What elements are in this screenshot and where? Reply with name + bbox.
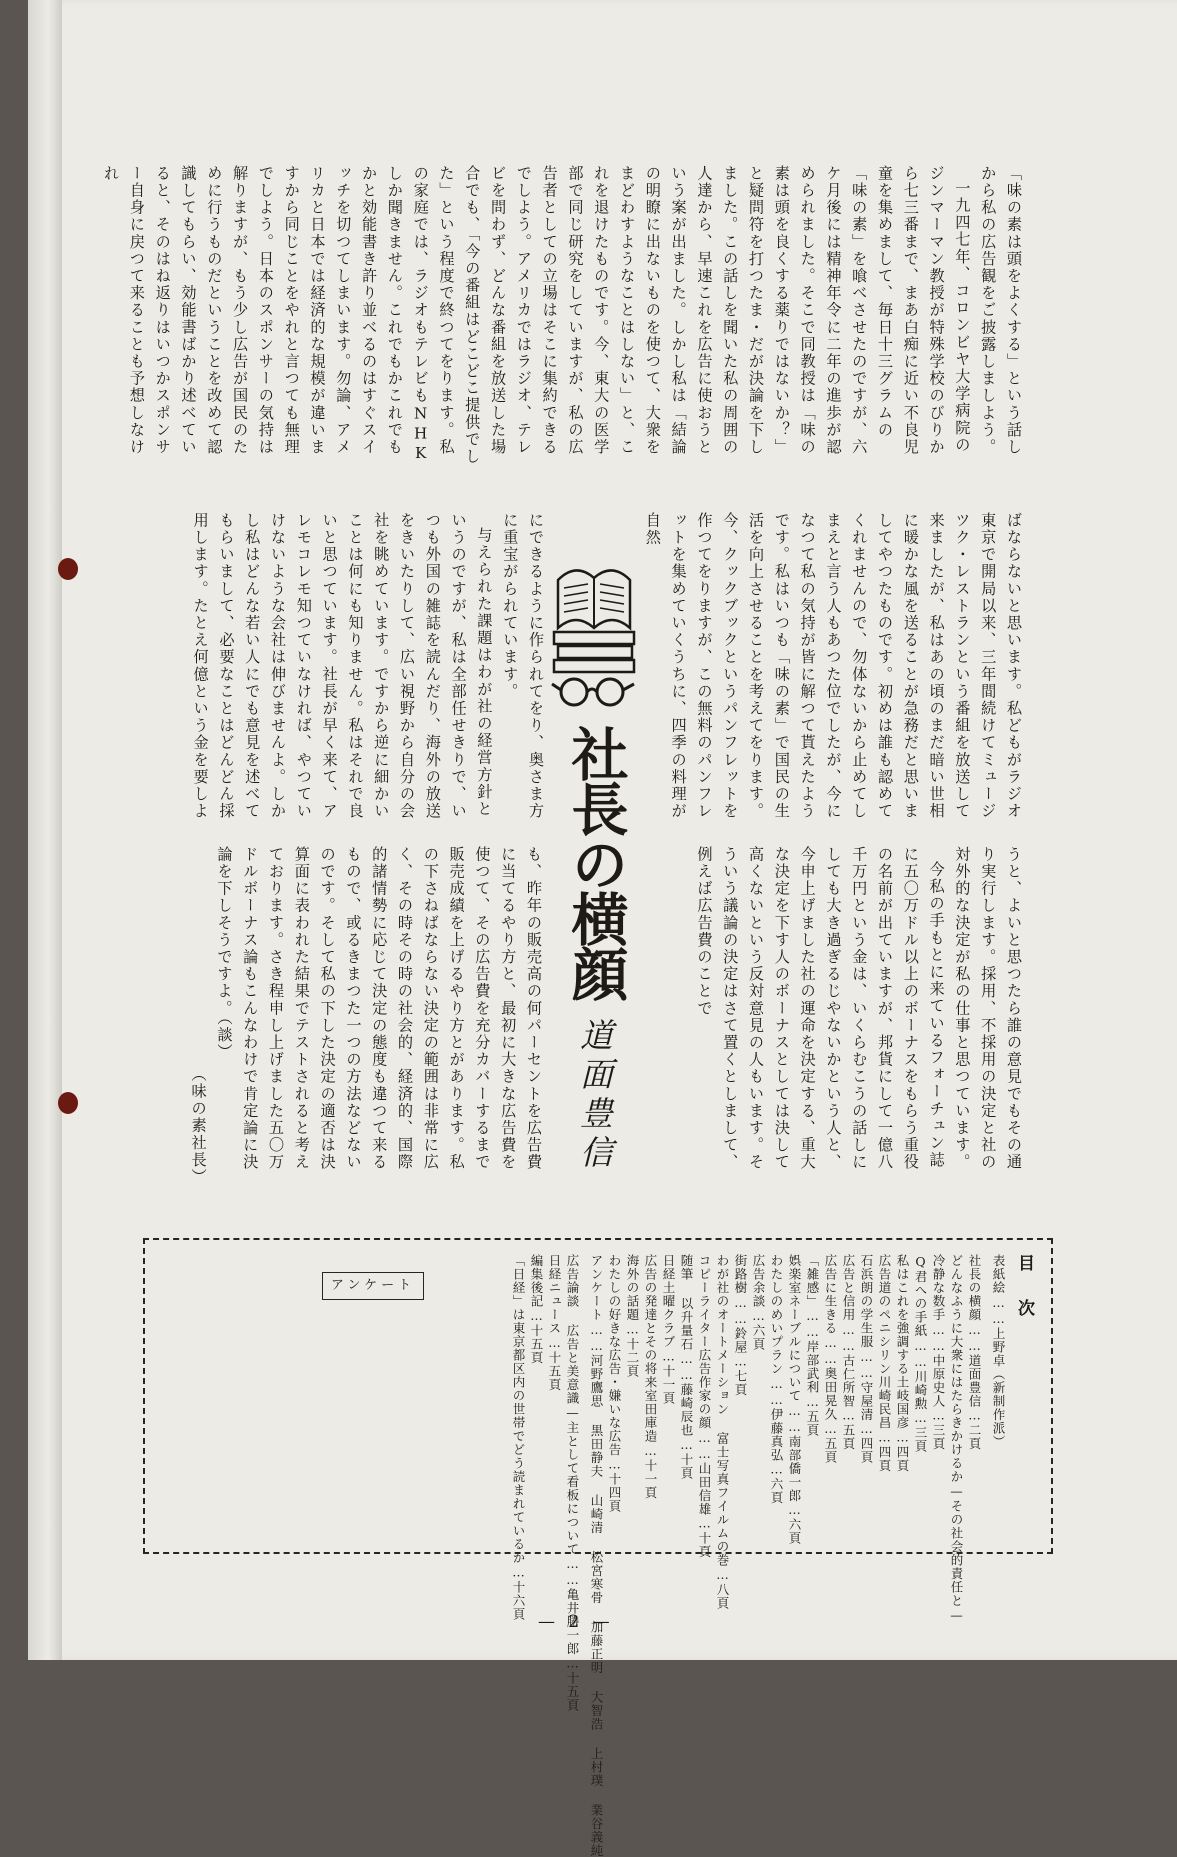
toc-entry: [695, 1254, 713, 1538]
toc-entry: [947, 1254, 965, 1538]
toc-entry: [677, 1254, 695, 1538]
toc-entry-author: ……藤崎辰也: [679, 1351, 694, 1437]
toc-entry-title: 編集後記: [529, 1254, 544, 1308]
toc-entry-title: アンケート: [589, 1254, 604, 1322]
toc-entry: [929, 1254, 947, 1538]
toc-entry-author: ……守屋清: [859, 1349, 874, 1422]
toc-entry-page: …七頁: [733, 1354, 748, 1397]
toc-entry-page: …三頁: [931, 1408, 946, 1451]
toc-entry: [839, 1254, 857, 1538]
toc-entry-title: Q君への手紙: [913, 1254, 928, 1338]
toc-entry-page: …二頁: [967, 1408, 982, 1451]
toc-entry-author: ……川崎勲: [913, 1338, 928, 1411]
toc-entry-title: 広告の発達とその将来室田庫造: [643, 1254, 658, 1443]
toc-entry-title: 「雑感」: [805, 1254, 820, 1308]
toc-entry: [641, 1254, 659, 1538]
toc-entry: [545, 1254, 563, 1538]
toc-entry-page: …十四頁: [607, 1457, 622, 1514]
enquete-label: アンケート: [322, 1272, 424, 1300]
article-paragraph: 一九四七年、コロンビヤ大学病院のジンマーマン教授が特殊学校のびりから七三番まで、まあ白痴に近い不良児童を集めまして、毎日十三グラムの「味の素」を喰べさせたのですが、六ケ月後には精神年令に二年の進歩が認められました。そこで同教授は「味の素は頭を良くする薬りではないか？」と疑問符を打つたま・だが決論を下しました。この話しを聞いた私の周囲の人達から、早速これを広告に使おうという案が出ました。しかし私は「結論の明瞭に出ないものを使つて、大衆をまどわすようなことはしない」と、これを退けたものです。今、東大の医学部で同じ研究をしていますが、私の広告者としての立場はそこに集約できるでしよう。アメリカではラジオ、テレビを問わず、どんな番組を放送した場合でも、「今の番組はどこどこ提供でした」という程度で終つてをります。私の家庭では、ラジオもテレビもNHKしか聞きません。これでもかこれでもかと効能書き許り並べるのはすぐスイッチを切つてしまいます。勿論、アメリカと日本では経済的な規模が違いますから同じことをやれと言つても無理でしよう。日本のスポンサーの気持は解りますが、もう少し広告が国民のために行うものだということを改めて認識してもらい、効能書ばかり述べていると、そのはね返りはいつかスポンサー自身に戻つて来ることも予想しなけれ: [97, 165, 974, 470]
article-paragraph: にできるように作られてをり、奥さま方に重宝がられています。: [496, 512, 548, 834]
article-column-lower-left: [116, 846, 546, 1186]
article-column-middle-right: [632, 512, 1026, 834]
toc-entry-title: わたしのめいプラン: [769, 1254, 784, 1376]
article-paragraph: 今私の手もとに来ているフォーチュン誌に五〇万ドル以上のボーナスをもらう重役の名前が出ていますが、邦貨にして一億八千万円という金は、いくらむこうの話しにしても大き過ぎるじやないかという人と、今申上げました社の運命を決定する、重大な決定を下す人のボーナスとしては決して高くないという反対意見の人もいます。そういう議論の決定はさて置くとしまして、例えば広告費のことで: [691, 846, 949, 1186]
toc-entry-title: 日経土曜クラブ: [661, 1254, 676, 1349]
toc-entry-page: …八頁: [715, 1567, 730, 1610]
toc-entry-title: 広告論談 広告と美意識—主として看板について: [565, 1254, 580, 1556]
book-glasses-illustration: [548, 540, 640, 740]
toc-entry-author: ……道面豊信: [967, 1322, 982, 1408]
article-paragraph: 「味の素は頭をよくする」という話しから私の広告観をご披露しましよう。: [974, 165, 1026, 470]
binding-spine: [28, 0, 62, 1660]
toc-entry: [713, 1254, 731, 1538]
toc-entry: [509, 1254, 527, 1538]
toc-entry-page: …六頁: [769, 1462, 784, 1505]
article-paragraph: ばならないと思います。私どもがラジオ東京で開局以来、三年間続けてミュージツク・レストランという番組を放送して来ましたが、私はあの頃のまだ暗い世相に暖かな風を送ることが急務だと思いましてやつたものです。初めは誰も認めてくれませんので、勿体ないから止めてしまえと言う人もあつた位でしたが、今になつて私の気持が皆に解つて貰えたようです。私はいつも「味の素」で国民の生活を向上させることを考えてをります。今、クックブックというパンフレットを作つてをりますが、この無料のパンフレットを集めていくうちに、四季の料理が自然: [639, 512, 1026, 834]
article-column-upper: [116, 165, 1026, 470]
toc-entry: [587, 1254, 605, 1538]
table-of-contents: [143, 1238, 1053, 1554]
toc-entry-author: ……奥田晃久: [823, 1335, 838, 1421]
toc-entry-page: …三頁: [913, 1410, 928, 1453]
toc-entry-title: 広告と信用: [841, 1254, 856, 1322]
article-paragraph: （味の素社長）: [185, 846, 211, 1186]
article-paragraph: うと、よいと思つたら誰の意見でもその通り実行します。採用、不採用の決定と社の対外的な決定が私の仕事と思つています。: [949, 846, 1026, 1186]
article-title-block: [548, 540, 640, 1200]
toc-entry: [659, 1254, 677, 1538]
toc-entry-author: ……上野卓（新制作派）: [991, 1295, 1006, 1449]
toc-entry-title: 広告道のペニシリン川崎民昌: [877, 1254, 892, 1430]
toc-entry: [785, 1254, 803, 1538]
toc-entry-page: …四頁: [859, 1421, 874, 1464]
toc-entry-author: ……岸部武利: [805, 1308, 820, 1394]
toc-entry-title: 随筆 以升量石: [679, 1254, 694, 1351]
punch-hole: [58, 558, 78, 580]
toc-entry: [605, 1254, 623, 1538]
toc-entry: [875, 1254, 893, 1538]
toc-entry-page: …四頁: [877, 1430, 892, 1473]
toc-entry-page: …五頁: [841, 1408, 856, 1451]
toc-entry-page: …五頁: [805, 1394, 820, 1437]
toc-entry-title: 広告余談: [751, 1254, 766, 1308]
toc-entry: [803, 1254, 821, 1538]
toc-entry-title: 娯楽室ネーブルについて: [787, 1254, 802, 1403]
toc-entry-page: …十頁: [697, 1516, 712, 1559]
toc-entry-author: ……河野鷹思 黒田静夫 山崎清 松宮寒骨 加藤正明 大智浩 上村璞 業谷義純: [589, 1322, 604, 1857]
toc-entry: [989, 1254, 1007, 1538]
article-title: 社長の横顔: [554, 725, 636, 1015]
toc-entry-title: 私はこれを強調する土岐国彦: [895, 1254, 910, 1430]
toc-entry: [623, 1254, 641, 1538]
toc-entry-page: …十五頁: [529, 1308, 544, 1365]
toc-entry-author: ……古仁所智: [841, 1322, 856, 1408]
toc-entry-title: 広告に生きる: [823, 1254, 838, 1335]
toc-entry-title: 冷静な数手: [931, 1254, 946, 1322]
article-column-middle-left: [116, 512, 548, 834]
toc-entry: [563, 1254, 581, 1538]
toc-entry-page: …十一頁: [661, 1349, 676, 1406]
toc-entry-title: 石浜朗の学生服: [859, 1254, 874, 1349]
toc-entry: [965, 1254, 983, 1538]
toc-entry-title: 日経ニュース: [547, 1254, 562, 1335]
page-number: — 2 —: [538, 1612, 614, 1632]
punch-hole: [58, 1092, 78, 1114]
toc-entry: [749, 1254, 767, 1538]
toc-entry-author: ……山田信雄: [697, 1430, 712, 1516]
toc-entry-title: 社長の横顔: [967, 1254, 982, 1322]
toc-entry: [821, 1254, 839, 1538]
toc-entry-title: どんなふうに大衆にはたらきかけるか—その社会的責任と—: [949, 1254, 964, 1624]
toc-entry: [527, 1254, 545, 1538]
toc-entry: [731, 1254, 749, 1538]
toc-entry-page: …十五頁: [565, 1656, 580, 1713]
toc-entry-title: 街路樹: [733, 1254, 748, 1295]
toc-entry-page: …六頁: [787, 1502, 802, 1545]
toc-entry-title: 「日経」は東京都区内の世帯でどう読まれているか: [511, 1254, 526, 1565]
toc-entry-author: ……中原史人: [931, 1322, 946, 1408]
toc-entry: [767, 1254, 785, 1538]
toc-entry-title: 表紙絵: [991, 1254, 1006, 1295]
article-paragraph: 与えられた課題はわが社の経営方針というのですが、私は全部任せきりで、いつも外国の雑誌を読んだり、海外の放送をきいたりして、広い視野から自分の会社を眺めています。ですから逆に細かいことは何にも知りません。私はそれで良いと思つています。社長が早く来て、アレモコレモ知つていなければ、やつていけないような会社は伸びませんよ。しかし私はどんな若い人にでも意見を述べてもらいまして、必要なことはどんどん採用します。たとえ何億という金を要しよ: [187, 512, 497, 834]
toc-entry-author: ……伊藤真弘: [769, 1376, 784, 1462]
toc-entry-page: …十六頁: [511, 1565, 526, 1622]
toc-heading: 目次: [1015, 1254, 1033, 1538]
toc-entry-page: …十二頁: [625, 1322, 640, 1379]
toc-entry-page: …四頁: [895, 1430, 910, 1473]
toc-entry-author: ……亀井勝一郎: [565, 1556, 580, 1656]
toc-entry: [857, 1254, 875, 1538]
toc-entry-page: …十頁: [679, 1437, 694, 1480]
toc-entry: [893, 1254, 911, 1538]
toc-entry-author: ……鈴屋: [733, 1295, 748, 1354]
article-column-lower-right: [632, 846, 1026, 1186]
toc-entry-page: …六頁: [751, 1308, 766, 1351]
toc-entry-page: …五頁: [823, 1421, 838, 1464]
toc-entry-title: わが社のオートメーション 富士写真フイルムの巻: [715, 1254, 730, 1567]
article-paragraph: も、昨年の販売高の何パーセントを広告費に当てるやり方と、最初に大きな広告費を使つて、その広告費を充分カバーするまで販売成績を上げるやり方とがあります。私の下さねばならない決定の範囲は非常に広く、その時その時の社会的、経済的、国際的諸情勢に応じて決定の態度も違つて来るもので、或るきまつた一つの方法などないのです。そして私の下した決定の適否は決算面に表われた結果でテストされると考えております。さき程申し上げました五〇万ドルボーナス論もこんなわけで肯定論に決論を下しそうですよ。（談）: [211, 846, 546, 1186]
toc-entry-title: コピーライター広告作家の顔: [697, 1254, 712, 1430]
toc-entry: [911, 1254, 929, 1538]
article-byline: 道面豊信: [566, 1018, 622, 1193]
toc-entry-title: 海外の話題: [625, 1254, 640, 1322]
toc-entry-page: …十一頁: [643, 1443, 658, 1500]
toc-list: [509, 1254, 1033, 1538]
toc-entry-page: …十五頁: [547, 1335, 562, 1392]
toc-entry-title: わたしの好きな広告・嫌いな広告: [607, 1254, 622, 1457]
toc-entry-author: ……南部僑一郎: [787, 1403, 802, 1503]
